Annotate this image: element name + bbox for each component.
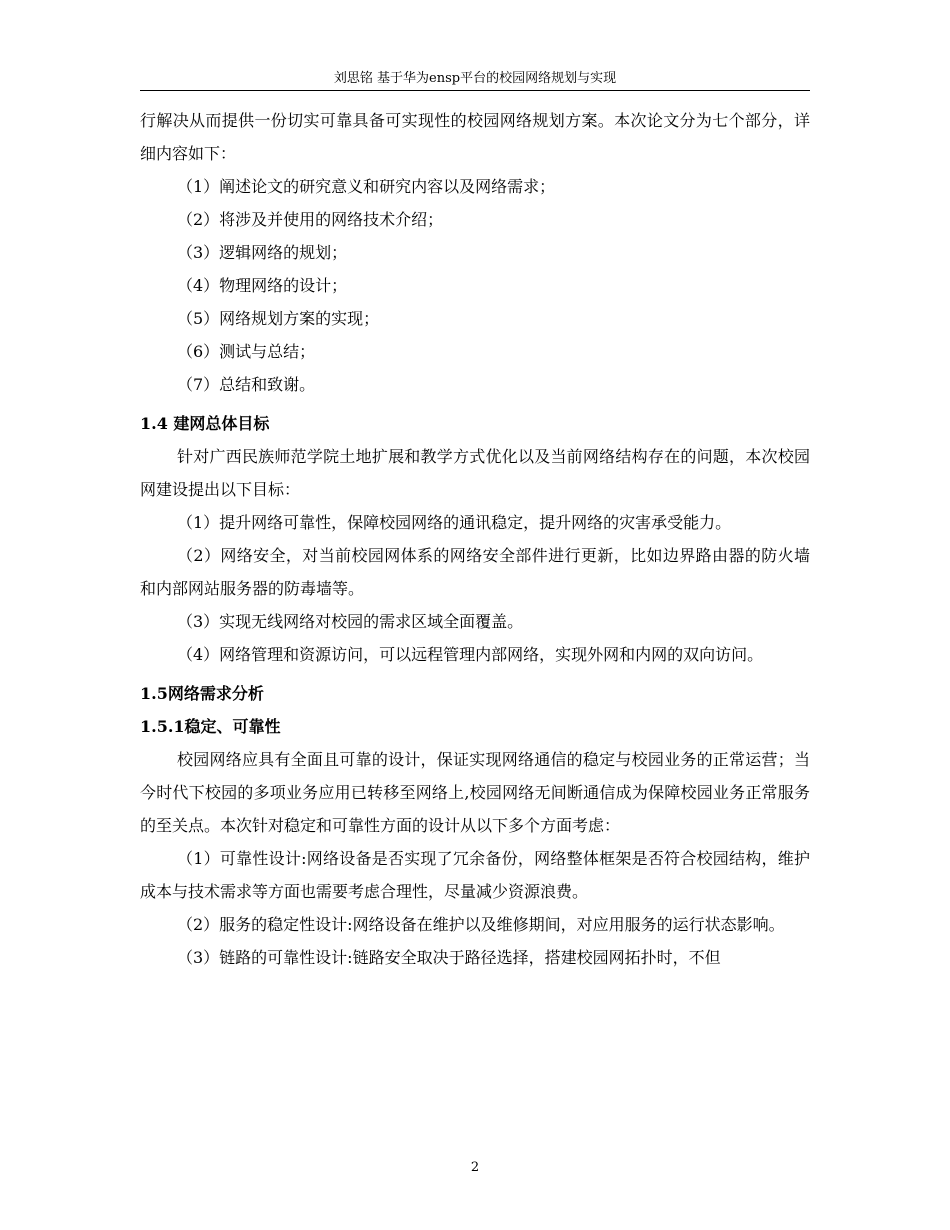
intro-item: （5）网络规划方案的实现； [177,309,380,328]
intro-item: （1）阐述论文的研究意义和研究内容以及网络需求； [177,177,556,196]
reliability-item: （3）链路的可靠性设计:链路安全取决于路径选择，搭建校园网拓扑时，不但 [177,948,721,967]
section-heading-1-5: 1.5网络需求分析 [140,684,264,703]
reliability-item: （1）可靠性设计:网络设备是否实现了冗余备份，网络整体框架是否符合校园结构，维护成本与技术需求等方面也需要考虑合理性，尽量减少资源浪费。 [140,849,810,901]
subsection-heading-1-5-1: 1.5.1稳定、可靠性 [140,717,281,736]
header-rule [140,90,810,91]
subsection-1-5-1-intro: 校园网络应具有全面且可靠的设计，保证实现网络通信的稳定与校园业务的正常运营；当今时代下校园的多项业务应用已转移至网络上,校园网络无间断通信成为保障校园业务正常服务的至关点。本次针对稳定和可靠性方面的设计从以下多个方面考虑： [140,750,810,835]
section-1-4-intro: 针对广西民族师范学院土地扩展和教学方式优化以及当前网络结构存在的问题，本次校园网建设提出以下目标： [140,447,810,499]
intro-item: （3）逻辑网络的规划； [177,243,348,262]
intro-item: （6）测试与总结； [177,342,316,361]
page-body [140,104,810,974]
goal-item: （3）实现无线网络对校园的需求区域全面覆盖。 [177,612,524,631]
page-number: 2 [470,1160,480,1175]
reliability-item: （2）服务的稳定性设计:网络设备在维护以及维修期间，对应用服务的运行状态影响。 [177,915,785,934]
intro-item: （7）总结和致谢。 [177,375,316,394]
goal-item: （1）提升网络可靠性，保障校园网络的通讯稳定，提升网络的灾害承受能力。 [177,513,732,532]
intro-continuation: 行解决从而提供一份切实可靠具备可实现性的校园网络规划方案。本次论文分为七个部分，详细内容如下： [140,111,810,163]
running-header: 刘思铭 基于华为ensp平台的校园网络规划与实现 [333,71,617,86]
goal-item: （4）网络管理和资源访问，可以远程管理内部网络，实现外网和内网的双向访问。 [177,645,764,664]
intro-item: （4）物理网络的设计； [177,276,348,295]
goal-item: （2）网络安全，对当前校园网体系的网络安全部件进行更新，比如边界路由器的防火墙和内部网站服务器的防毒墙等。 [140,546,810,598]
section-heading-1-4: 1.4 建网总体目标 [140,414,270,433]
intro-item: （2）将涉及并使用的网络技术介绍； [177,210,444,229]
